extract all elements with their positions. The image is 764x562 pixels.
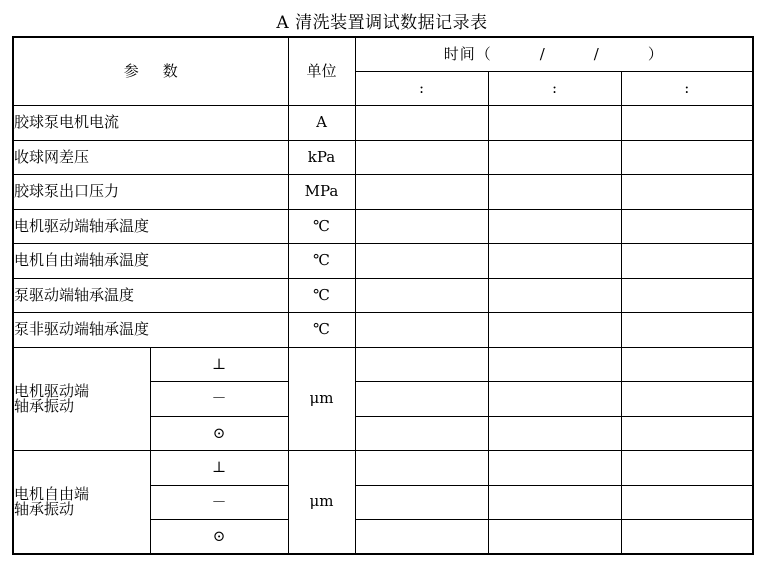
table-row — [13, 312, 753, 347]
param-name: 泵驱动端轴承温度 — [13, 278, 288, 312]
value-cell[interactable] — [355, 243, 488, 278]
table-row — [13, 450, 753, 485]
direction-perpendicular: ⊥ — [150, 450, 288, 485]
vibration-group-label: 电机驱动端 轴承振动 — [13, 347, 150, 450]
param-header: 参数 — [13, 37, 288, 105]
value-cell[interactable] — [621, 312, 753, 347]
value-cell[interactable] — [488, 209, 621, 243]
table-row — [13, 209, 753, 243]
direction-horizontal: － — [150, 485, 288, 519]
time-col-3[interactable]: : — [621, 71, 753, 105]
value-cell[interactable] — [355, 278, 488, 312]
value-cell[interactable] — [621, 243, 753, 278]
value-cell[interactable] — [355, 381, 488, 416]
value-cell[interactable] — [488, 105, 621, 140]
value-cell[interactable] — [355, 485, 488, 519]
time-col-1[interactable]: : — [355, 71, 488, 105]
value-cell[interactable] — [488, 243, 621, 278]
form-title: A 清洗装置调试数据记录表 — [276, 13, 488, 33]
table-row — [13, 105, 753, 140]
param-unit: ℃ — [288, 312, 355, 347]
time-col-2[interactable]: : — [488, 71, 621, 105]
value-cell[interactable] — [355, 347, 488, 381]
value-cell[interactable] — [621, 209, 753, 243]
value-cell[interactable] — [355, 105, 488, 140]
param-unit: ℃ — [288, 243, 355, 278]
time-header: 时间（ / / ） — [355, 37, 753, 71]
param-name: 收球网差压 — [13, 140, 288, 174]
param-name: 胶球泵出口压力 — [13, 174, 288, 209]
value-cell[interactable] — [488, 450, 621, 485]
value-cell[interactable] — [488, 519, 621, 554]
unit-header: 单位 — [288, 37, 355, 105]
param-unit: kPa — [288, 140, 355, 174]
table-row — [13, 347, 753, 381]
value-cell[interactable] — [621, 381, 753, 416]
direction-horizontal: － — [150, 381, 288, 416]
value-cell[interactable] — [621, 140, 753, 174]
record-table — [12, 36, 754, 555]
value-cell[interactable] — [621, 174, 753, 209]
table-row — [13, 140, 753, 174]
value-cell[interactable] — [355, 209, 488, 243]
vibration-unit: μm — [288, 347, 355, 450]
value-cell[interactable] — [488, 174, 621, 209]
table-row — [13, 174, 753, 209]
param-unit: ℃ — [288, 278, 355, 312]
value-cell[interactable] — [621, 278, 753, 312]
value-cell[interactable] — [621, 416, 753, 450]
value-cell[interactable] — [488, 381, 621, 416]
param-name: 电机驱动端轴承温度 — [13, 209, 288, 243]
value-cell[interactable] — [355, 416, 488, 450]
param-name: 电机自由端轴承温度 — [13, 243, 288, 278]
param-unit: ℃ — [288, 209, 355, 243]
value-cell[interactable] — [488, 312, 621, 347]
vibration-group-label: 电机自由端 轴承振动 — [13, 450, 150, 554]
value-cell[interactable] — [488, 416, 621, 450]
vibration-unit: μm — [288, 450, 355, 554]
param-unit: MPa — [288, 174, 355, 209]
value-cell[interactable] — [621, 485, 753, 519]
header-row-1 — [13, 37, 753, 71]
direction-axial: ⊙ — [150, 416, 288, 450]
value-cell[interactable] — [355, 450, 488, 485]
value-cell[interactable] — [488, 347, 621, 381]
param-name: 胶球泵电机电流 — [13, 105, 288, 140]
value-cell[interactable] — [355, 519, 488, 554]
direction-axial: ⊙ — [150, 519, 288, 554]
value-cell[interactable] — [488, 140, 621, 174]
value-cell[interactable] — [488, 485, 621, 519]
value-cell[interactable] — [621, 105, 753, 140]
value-cell[interactable] — [355, 312, 488, 347]
param-unit: A — [288, 105, 355, 140]
value-cell[interactable] — [488, 278, 621, 312]
table-row — [13, 243, 753, 278]
value-cell[interactable] — [621, 347, 753, 381]
value-cell[interactable] — [355, 140, 488, 174]
value-cell[interactable] — [355, 174, 488, 209]
table-row — [13, 278, 753, 312]
param-name: 泵非驱动端轴承温度 — [13, 312, 288, 347]
value-cell[interactable] — [621, 519, 753, 554]
direction-perpendicular: ⊥ — [150, 347, 288, 381]
value-cell[interactable] — [621, 450, 753, 485]
